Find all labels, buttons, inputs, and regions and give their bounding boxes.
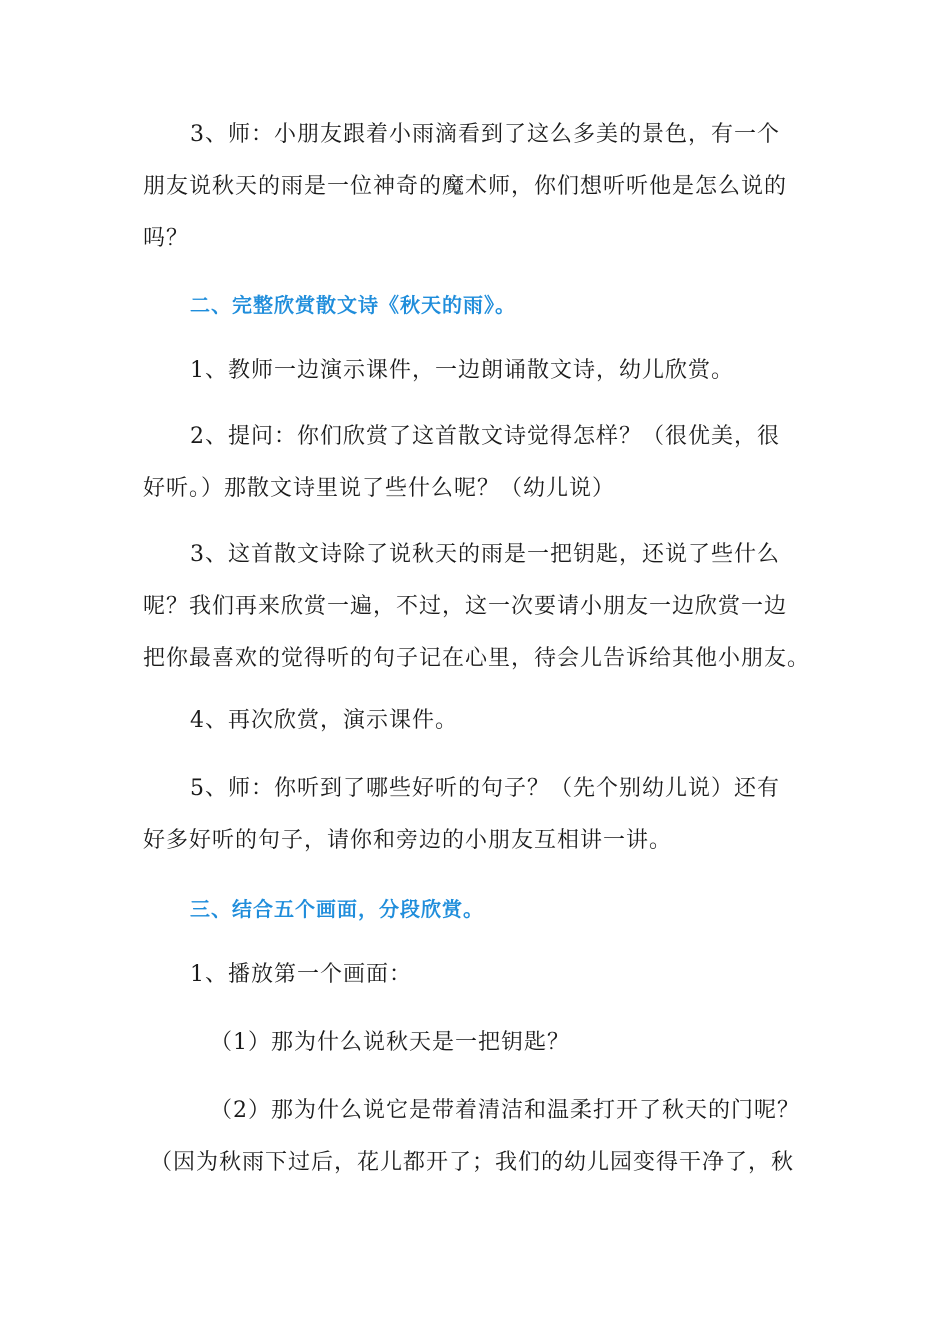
item-3-line-1: 3、这首散文诗除了说秋天的雨是一把钥匙，还说了些什么 [190,542,780,567]
paragraph-3-line-1: 3、师：小朋友跟着小雨滴看到了这么多美的景色，有一个 [190,122,780,147]
sub-question-2-line-2: （因为秋雨下过后，花儿都开了；我们的幼儿园变得干净了，秋 [150,1150,795,1175]
item-3-line-3: 把你最喜欢的觉得听的句子记在心里，待会儿告诉给其他小朋友。 [143,646,811,671]
paragraph-3-line-2: 朋友说秋天的雨是一位神奇的魔术师，你们想听听他是怎么说的 [143,174,788,199]
paragraph-3-line-3: 吗？ [143,226,190,251]
item-1-line-1: 1、教师一边演示课件，一边朗诵散文诗，幼儿欣赏。 [190,358,734,383]
section-heading-2: 二、完整欣赏散文诗《秋天的雨》。 [190,293,516,317]
section-heading-3: 三、结合五个画面，分段欣赏。 [190,897,484,921]
sub-question-1: （1）那为什么说秋天是一把钥匙？ [210,1030,570,1055]
item-5-line-1: 5、师：你听到了哪些好听的句子？（先个别幼儿说）还有 [190,776,780,801]
sub-question-2-line-1: （2）那为什么说它是带着清洁和温柔打开了秋天的门呢？ [210,1098,800,1123]
item-4-line-1: 4、再次欣赏，演示课件。 [190,708,458,733]
item-5-line-2: 好多好听的句子，请你和旁边的小朋友互相讲一讲。 [143,828,673,853]
item-2-line-1: 2、提问：你们欣赏了这首散文诗觉得怎样？（很优美，很 [190,424,780,449]
sub-item-1: 1、播放第一个画面： [190,962,412,987]
item-3-line-2: 呢？我们再来欣赏一遍，不过，这一次要请小朋友一边欣赏一边 [143,594,788,619]
item-2-line-2: 好听。）那散文诗里说了些什么呢？（幼儿说） [143,476,616,501]
